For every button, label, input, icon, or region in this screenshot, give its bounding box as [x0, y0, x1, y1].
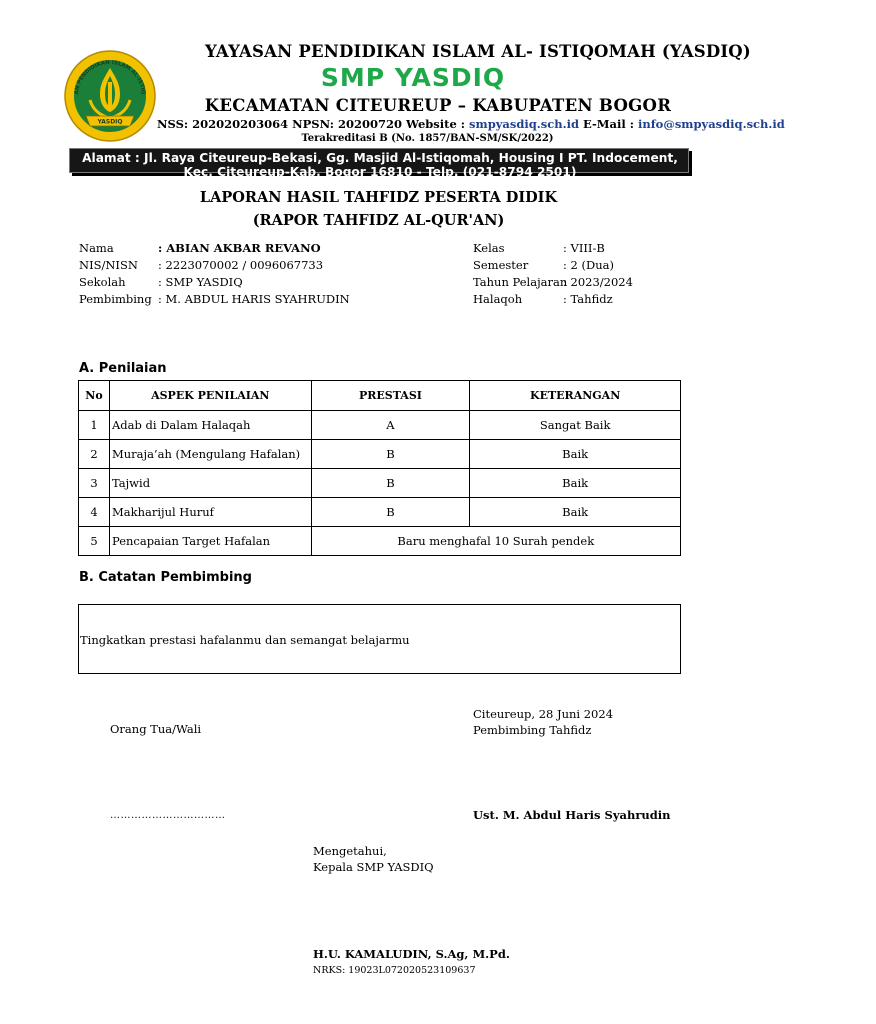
info-row-halaqoh [473, 291, 633, 308]
row-number: 5 [79, 527, 110, 556]
address-line-2: Kec. Citeureup-Kab. Bogor 16810 - Telp. (021-8794 2501) [183, 165, 577, 179]
row-aspect: Tajwid [109, 469, 311, 498]
district-line: KECAMATAN CITEUREUP – KABUPATEN BOGOR [204, 96, 672, 115]
row-aspect: Adab di Dalam Halaqah [109, 411, 311, 440]
info-label: Semester [473, 258, 529, 272]
info-label: NIS/NISN [79, 258, 138, 272]
row-number: 4 [79, 498, 110, 527]
student-info-left [79, 240, 350, 308]
info-value: : 2223070002 / 0096067733 [158, 258, 324, 272]
info-row-semester [473, 257, 633, 274]
parent-role: Orang Tua/Wali [110, 722, 202, 736]
column-header-aspect: ASPEK PENILAIAN [109, 381, 311, 411]
address-line-1: Alamat : Jl. Raya Citeureup-Bekasi, Gg. Masjid Al-Istiqomah, Housing I PT. Indocement, [82, 151, 678, 165]
column-header-note: KETERANGAN [470, 381, 681, 411]
info-value: : VIII-B [563, 241, 605, 255]
info-row-class [473, 240, 633, 257]
mentor-role: Pembimbing Tahfidz [473, 723, 592, 737]
row-grade: B [311, 469, 470, 498]
info-label: Tahun Pelajaran [473, 275, 568, 289]
info-value [158, 240, 321, 257]
email-label: E-Mail : [579, 117, 638, 131]
place-date: Citeureup, 28 Juni 2024 [473, 707, 614, 721]
info-value: : Tahfidz [563, 292, 613, 306]
school-ids-line [157, 117, 785, 131]
assessment-table [78, 380, 681, 556]
info-value: : M. ABDUL HARIS SYAHRUDIN [158, 292, 350, 306]
row-grade: B [311, 498, 470, 527]
info-row-school [79, 274, 350, 291]
table-row [79, 498, 681, 527]
info-row-name [79, 240, 350, 257]
report-title: LAPORAN HASIL TAHFIDZ PESERTA DIDIK [199, 189, 558, 206]
mentor-name: Ust. M. Abdul Haris Syahrudin [473, 808, 671, 822]
row-number: 3 [79, 469, 110, 498]
row-target-achievement: Baru menghafal 10 Surah pendek [311, 527, 680, 556]
table-row [79, 411, 681, 440]
table-header-row [79, 381, 681, 411]
row-grade: A [311, 411, 470, 440]
report-subtitle: (RAPOR TAHFIDZ AL-QUR'AN) [252, 212, 505, 229]
parent-signature-line: …………………………… [110, 810, 226, 821]
row-aspect: Muraja’ah (Mengulang Hafalan) [109, 440, 311, 469]
column-header-no: No [79, 381, 110, 411]
accreditation-line: Terakreditasi B (No. 1857/BAN-SM/SK/2022) [301, 133, 554, 144]
info-label: Pembimbing [79, 292, 152, 306]
assessment-heading: A. Penilaian [79, 361, 167, 376]
column-header-grade: PRESTASI [311, 381, 470, 411]
info-row-mentor [79, 291, 350, 308]
table-row [79, 469, 681, 498]
info-value: : 2 (Dua) [563, 258, 614, 272]
acknowledged-label: Mengetahui, [313, 844, 387, 858]
row-note: Baik [470, 469, 681, 498]
ids-text: NSS: 202020203064 NPSN: 20200720 Website : [157, 117, 470, 131]
foundation-name: YAYASAN PENDIDIKAN ISLAM AL- ISTIQOMAH (YASDIQ) [205, 42, 751, 61]
row-note: Sangat Baik [470, 411, 681, 440]
row-note: Baik [470, 440, 681, 469]
logo-ribbon-text: YASDIQ [97, 118, 123, 126]
row-grade: B [311, 440, 470, 469]
student-info-right [473, 240, 633, 308]
info-row-year [473, 274, 633, 291]
info-label: Halaqoh [473, 292, 523, 306]
logo-arc-text: AN PENDIDIKAN ISLAM AL-ISTIQ [73, 59, 147, 95]
table-row [79, 527, 681, 556]
row-number: 2 [79, 440, 110, 469]
info-label: Nama [79, 241, 114, 255]
principal-role: Kepala SMP YASDIQ [313, 860, 434, 874]
principal-nrks: NRKS: 19023L072020523109637 [313, 965, 476, 976]
mentor-notes-box [78, 604, 681, 674]
row-aspect: Makharijul Huruf [109, 498, 311, 527]
info-value: : 2023/2024 [563, 275, 633, 289]
address-bar [69, 148, 689, 179]
student-name: : ABIAN AKBAR REVANO [158, 241, 321, 255]
info-label: Sekolah [79, 275, 126, 289]
info-value: : SMP YASDIQ [158, 275, 243, 289]
principal-name: H.U. KAMALUDIN, S.Ag, M.Pd. [313, 947, 510, 961]
row-note: Baik [470, 498, 681, 527]
info-label: Kelas [473, 241, 505, 255]
row-aspect: Pencapaian Target Hafalan [109, 527, 311, 556]
email-link[interactable]: info@smpyasdiq.sch.id [637, 117, 785, 131]
website-link[interactable]: smpyasdiq.sch.id [469, 117, 580, 131]
row-number: 1 [79, 411, 110, 440]
mentor-notes-text: Tingkatkan prestasi hafalanmu dan semangat belajarmu [80, 633, 410, 647]
table-row [79, 440, 681, 469]
info-row-nis [79, 257, 350, 274]
notes-heading: B. Catatan Pembimbing [79, 570, 252, 585]
school-name: SMP YASDIQ [320, 63, 506, 92]
